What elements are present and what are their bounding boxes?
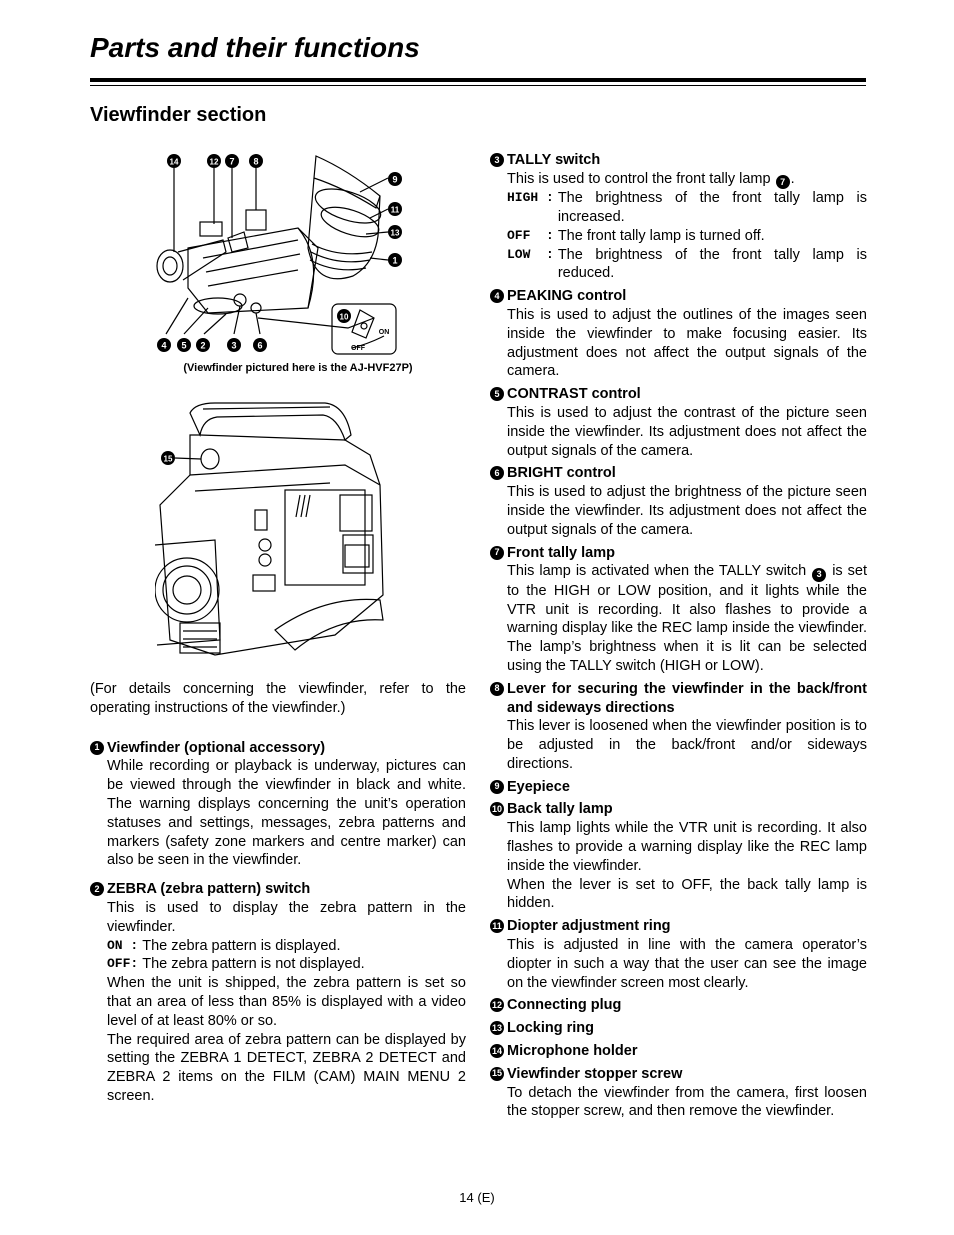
item-locking-ring: [490, 1019, 867, 1038]
item-peaking-control: [490, 287, 867, 381]
item-front-tally-lamp: [490, 544, 867, 676]
num-badge-12: 12: [490, 998, 504, 1012]
tally-low-option: LOW : The brightness of the front tally lamp is reduced.: [507, 246, 867, 282]
num-badge-11: 11: [490, 919, 504, 933]
zebra-on-option: ON : The zebra pattern is displayed.: [107, 937, 341, 954]
viewfinder-note: (For details concerning the viewfinder, refer to the operating instructions of the viewfinder.): [90, 681, 466, 716]
callout-9: 9: [392, 174, 398, 185]
viewfinder-illustration: [148, 148, 408, 358]
callout-2: 2: [200, 340, 206, 351]
item-title: Back tally lamp: [507, 801, 613, 818]
item-text: This is used to control the front tally lamp 7 .: [507, 170, 867, 189]
num-badge-1: 1: [90, 741, 104, 755]
item-stopper-screw: [490, 1065, 867, 1121]
callout-15: 15: [163, 454, 173, 464]
num-badge-13: 13: [490, 1021, 504, 1035]
page-title: Parts and their functions: [90, 32, 420, 63]
item-title: CONTRAST control: [507, 386, 641, 403]
num-badge-15: 15: [490, 1067, 504, 1081]
item-text: This lamp lights while the VTR unit is recording. It also flashes to provide a warning display like the REC lamp inside the viewfinder.: [507, 820, 867, 874]
callout-1: 1: [392, 255, 398, 266]
item-text: To detach the viewfinder from the camera, first loosen the stopper screw, and then remove the viewfinder.: [507, 1084, 867, 1120]
right-column: [490, 151, 867, 1125]
item-connecting-plug: [490, 996, 867, 1015]
item-title: BRIGHT control: [507, 465, 616, 482]
item-text: This is used to adjust the brightness of the picture seen inside the viewfinder. Its adjustment does not affect the output signals of the camera.: [507, 484, 867, 538]
num-badge-6: 6: [490, 466, 504, 480]
section-title: Viewfinder section: [90, 104, 267, 126]
item-title: Locking ring: [507, 1020, 594, 1037]
callout-14: 14: [169, 157, 179, 167]
item-microphone-holder: [490, 1042, 867, 1061]
item-bright-control: [490, 464, 867, 539]
item-title: Connecting plug: [507, 997, 622, 1014]
switch-off-label: OFF: [351, 345, 365, 352]
callout-6: 6: [257, 340, 263, 351]
item-title: Front tally lamp: [507, 544, 615, 561]
item-title: TALLY switch: [507, 152, 601, 168]
item-title: Eyepiece: [507, 778, 570, 795]
item-title: PEAKING control: [507, 288, 627, 305]
left-column: [90, 680, 466, 1110]
tally-off-option: OFF : The front tally lamp is turned off.: [507, 227, 765, 244]
item-title: Viewfinder (optional accessory): [107, 739, 326, 756]
callout-11: 11: [390, 205, 400, 215]
zebra-off-option: OFF: The zebra pattern is not displayed.: [107, 956, 365, 973]
callout-12: 12: [209, 157, 219, 167]
item-tally-switch: [490, 151, 867, 283]
page-number: 14 (E): [459, 1190, 495, 1205]
item-title: Microphone holder: [507, 1043, 638, 1060]
item-back-tally-lamp: [490, 800, 867, 913]
callout-8: 8: [253, 156, 259, 167]
item-text: This lever is loosened when the viewfinder position is to be adjusted in the back/front and/or sideways directions.: [507, 718, 867, 772]
num-badge-7: 7: [490, 546, 504, 560]
item-text: This is used to adjust the contrast of the picture seen inside the viewfinder. Its adjustment does not affect the output signals of the camera.: [507, 404, 867, 459]
callout-4: 4: [161, 340, 167, 351]
num-badge-10: 10: [490, 802, 504, 816]
title-rule-thin: [90, 85, 866, 86]
callout-3: 3: [231, 340, 237, 351]
item-contrast-control: [490, 385, 867, 460]
camera-illustration: [155, 395, 390, 670]
num-badge-14: 14: [490, 1044, 504, 1058]
item-zebra-switch: [90, 880, 466, 1106]
item-diopter-ring: [490, 917, 867, 992]
num-badge-9: 9: [490, 780, 504, 794]
num-badge-ref-3: 3: [812, 568, 826, 582]
item-viewfinder: [90, 739, 466, 871]
item-text: This is adjusted in line with the camera operator’s diopter in such a way that the user can see the image on the viewfinder screen most clearly.: [507, 937, 867, 991]
callout-10: 10: [339, 312, 349, 322]
item-securing-lever: [490, 680, 867, 774]
item-title: ZEBRA (zebra pattern) switch: [107, 881, 311, 898]
num-badge-4: 4: [490, 289, 504, 303]
item-text: When the lever is set to OFF, the back tally lamp is hidden.: [507, 876, 867, 912]
num-badge-ref-7: 7: [776, 175, 790, 189]
item-text: This is used to adjust the outlines of the images seen inside the viewfinder to make focusing easier. Its adjustment does not affect the output signals of the camera.: [507, 306, 867, 380]
callout-7: 7: [229, 156, 235, 167]
callout-5: 5: [181, 340, 187, 351]
item-title: Viewfinder stopper screw: [507, 1065, 683, 1082]
figure-caption: (Viewfinder pictured here is the AJ-HVF27P): [183, 362, 413, 374]
item-text: While recording or playback is underway, pictures can be viewed through the viewfinder in black and white. The warning displays concerning the unit’s operation statuses and settings, messages, zebra patterns and markers (safety zone markers and centre marker) can also be seen in the viewfinder.: [107, 758, 466, 869]
callout-13: 13: [390, 228, 400, 238]
num-badge-5: 5: [490, 387, 504, 401]
item-text: This is used to display the zebra pattern in the viewfinder.: [107, 899, 466, 935]
item-text: This lamp is activated when the TALLY switch 3 is set to the HIGH or LOW position, and it lights while the VTR unit is recording. It also flashes to provide a warning display like the REC lamp inside the viewfinder. The lamp’s brightness when it is lit can be selected using the TALLY switch (HIGH or LOW).: [507, 563, 868, 674]
item-text: The required area of zebra pattern can be displayed by setting the ZEBRA 1 DETECT, ZEBRA 2 DETECT and ZEBRA 2 items on the FILM (CAM) MAIN MENU 2 screen.: [107, 1031, 466, 1104]
num-badge-8: 8: [490, 682, 504, 696]
num-badge-3: 3: [490, 153, 504, 167]
item-title: Diopter adjustment ring: [507, 918, 671, 935]
num-badge-2: 2: [90, 882, 104, 896]
item-text: When the unit is shipped, the zebra pattern is set so that an area of less than 85% is displayed with a video level of at least 80% or so.: [107, 975, 466, 1029]
switch-on-label: ON: [378, 329, 390, 336]
title-rule-thick: [90, 78, 866, 82]
item-eyepiece: [490, 778, 867, 797]
tally-high-option: HIGH : The brightness of the front tally lamp is increased.: [507, 190, 867, 225]
item-title: Lever for securing the viewfinder in the back/front and sideways directions: [507, 680, 867, 716]
